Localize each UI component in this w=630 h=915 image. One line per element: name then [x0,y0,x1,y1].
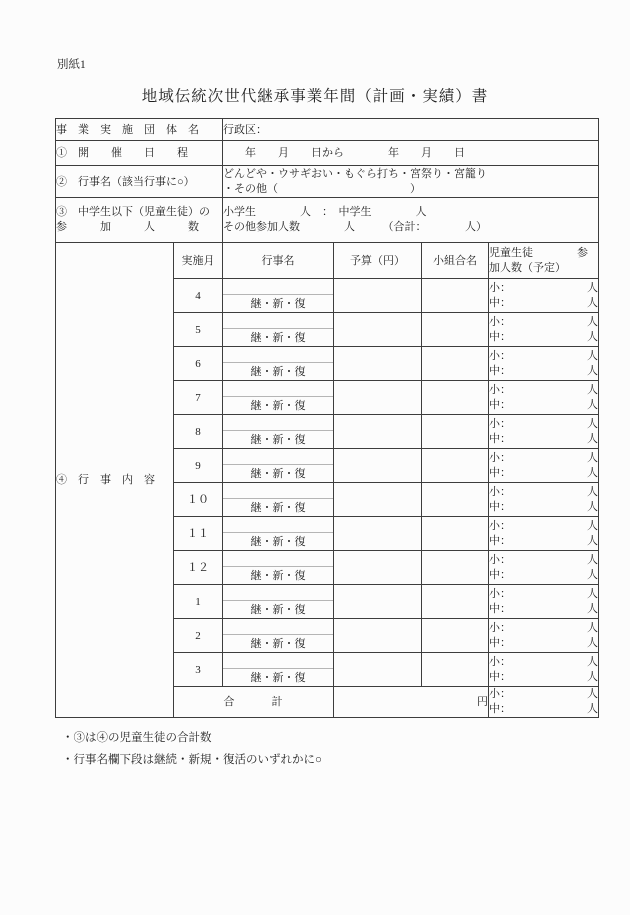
total-label: 合 計 [174,687,334,718]
elementary-label: 小： [489,451,511,464]
participants-field-line1: 小学生 人 ： 中学生 人 [223,206,427,218]
group-cell [422,551,489,585]
event-name-cell [223,619,334,653]
elementary-label: 小： [489,383,511,396]
month-cell: 4 [174,279,223,313]
month-cell: 7 [174,381,223,415]
group-cell [422,381,489,415]
budget-cell [334,279,422,313]
junior-high-label: 中： [489,330,511,343]
participants-cell [489,449,599,483]
form-table [55,118,599,718]
elementary-label: 小： [489,519,511,532]
group-cell [422,585,489,619]
event-name-cell [223,313,334,347]
status-options: 継・新・復 [223,362,333,380]
event-name-blank [223,551,333,566]
unit-label: 人 [587,703,598,715]
participants-field-line2: その他参加人数 人 （合計： 人） [223,221,487,233]
group-cell [422,653,489,687]
status-options: 継・新・復 [223,294,333,312]
event-name-cell [223,347,334,381]
elementary-label: 小： [489,688,511,700]
event-name-cell [223,585,334,619]
budget-cell [334,381,422,415]
event-options-line2: ・その他（ ） [223,182,421,195]
unit-label: 人 [587,670,598,683]
event-name-row [56,166,599,198]
month-cell: １２ [174,551,223,585]
unit-label: 人 [587,655,598,668]
unit-label: 人 [587,296,598,309]
unit-label: 人 [587,315,598,328]
month-cell: 5 [174,313,223,347]
event-name-cell [223,551,334,585]
org-name-label: 事 業 実 施 団 体 名 [56,119,223,141]
unit-label: 人 [587,398,598,411]
group-cell [422,347,489,381]
unit-label: 人 [587,364,598,377]
participants-cell [489,483,599,517]
unit-label: 人 [587,621,598,634]
event-name-blank [223,449,333,464]
group-cell [422,449,489,483]
budget-cell [334,313,422,347]
budget-cell [334,415,422,449]
header-event-name: 行事名 [223,243,334,279]
group-cell [422,313,489,347]
junior-high-label: 中： [489,534,511,547]
budget-cell [334,619,422,653]
budget-cell [334,551,422,585]
unit-label: 人 [587,383,598,396]
header-participants-line2: 加人数（予定） [489,261,566,274]
unit-label: 人 [587,553,598,566]
event-name-blank [223,517,333,532]
junior-high-label: 中： [489,398,511,411]
status-options: 継・新・復 [223,668,333,686]
header-group-name: 小組合名 [422,243,489,279]
attachment-label: 別紙1 [57,59,86,71]
header-month: 実施月 [174,243,223,279]
event-name-blank [223,347,333,362]
participants-cell [489,279,599,313]
group-cell [422,279,489,313]
junior-high-label: 中： [489,466,511,479]
currency-label: 円 [477,696,488,708]
footnotes [62,727,322,771]
total-participants-cell [489,687,599,718]
group-cell [422,483,489,517]
event-name-cell [223,517,334,551]
status-options: 継・新・復 [223,396,333,414]
status-options: 継・新・復 [223,566,333,584]
month-cell: 9 [174,449,223,483]
schedule-row [56,141,599,166]
junior-high-label: 中： [489,636,511,649]
budget-cell [334,483,422,517]
event-name-blank [223,653,333,668]
month-cell: 6 [174,347,223,381]
event-name-blank [223,313,333,328]
event-name-blank [223,279,333,294]
budget-cell [334,347,422,381]
status-options: 継・新・復 [223,328,333,346]
event-name-cell [223,415,334,449]
district-field: 行政区： [223,119,599,141]
participants-field [223,198,599,243]
elementary-label: 小： [489,417,511,430]
event-name-cell [223,449,334,483]
participants-cell [489,415,599,449]
unit-label: 人 [587,417,598,430]
participants-label-line2: 参 加 人 数 [56,221,199,233]
budget-cell [334,653,422,687]
status-options: 継・新・復 [223,464,333,482]
org-name-row [56,119,599,141]
unit-label: 人 [587,349,598,362]
event-name-cell [223,483,334,517]
event-name-blank [223,415,333,430]
month-cell: １０ [174,483,223,517]
unit-label: 人 [587,500,598,513]
participants-row [56,198,599,243]
participants-cell [489,551,599,585]
junior-high-label: 中： [489,670,511,683]
elementary-label: 小： [489,655,511,668]
event-name-cell [223,381,334,415]
budget-cell [334,517,422,551]
unit-label: 人 [587,568,598,581]
event-name-blank [223,381,333,396]
schedule-field: 年 月 日から 年 月 日 [223,141,599,166]
junior-high-label: 中： [489,703,511,715]
event-name-cell [223,653,334,687]
unit-label: 人 [587,534,598,547]
unit-label: 人 [587,281,598,294]
budget-cell [334,449,422,483]
status-options: 継・新・復 [223,532,333,550]
unit-label: 人 [587,466,598,479]
unit-label: 人 [587,636,598,649]
participants-cell [489,653,599,687]
unit-label: 人 [587,519,598,532]
event-options-line1: どんどや・ウサギおい・もぐら打ち・宮祭り・宮籠り [223,167,487,180]
month-cell: 8 [174,415,223,449]
total-budget-cell [334,687,489,718]
footnote-1: ・③は④の児童生徒の合計数 [62,732,212,744]
participants-label-line1: ③ 中学生以下（児童生徒）の [56,206,210,218]
participants-cell [489,347,599,381]
schedule-header-row [56,243,599,279]
group-cell [422,415,489,449]
month-cell: １１ [174,517,223,551]
elementary-label: 小： [489,281,511,294]
junior-high-label: 中： [489,364,511,377]
elementary-label: 小： [489,621,511,634]
elementary-label: 小： [489,315,511,328]
header-participants-line1: 児童生徒 参 [489,246,588,259]
status-options: 継・新・復 [223,634,333,652]
header-budget: 予算（円） [334,243,422,279]
junior-high-label: 中： [489,568,511,581]
event-options-field [223,166,599,198]
elementary-label: 小： [489,349,511,362]
junior-high-label: 中： [489,432,511,445]
elementary-label: 小： [489,485,511,498]
month-cell: 1 [174,585,223,619]
month-cell: 2 [174,619,223,653]
event-details-section-label: ④ 行 事 内 容 [56,243,174,718]
event-name-label: ② 行事名（該当行事に○） [56,166,223,198]
junior-high-label: 中： [489,296,511,309]
header-participants [489,243,599,279]
event-name-blank [223,483,333,498]
unit-label: 人 [587,330,598,343]
group-cell [422,619,489,653]
participants-cell [489,313,599,347]
status-options: 継・新・復 [223,430,333,448]
event-name-blank [223,585,333,600]
participants-cell [489,619,599,653]
page-title: 地域伝統次世代継承事業年間（計画・実績）書 [141,88,489,105]
participants-cell [489,381,599,415]
budget-cell [334,585,422,619]
event-name-blank [223,619,333,634]
participants-cell [489,585,599,619]
unit-label: 人 [587,485,598,498]
status-options: 継・新・復 [223,498,333,516]
footnote-2: ・行事名欄下段は継続・新規・復活のいずれかに○ [62,754,322,766]
unit-label: 人 [587,587,598,600]
event-name-cell [223,279,334,313]
unit-label: 人 [587,602,598,615]
status-options: 継・新・復 [223,600,333,618]
participants-label [56,198,223,243]
elementary-label: 小： [489,553,511,566]
junior-high-label: 中： [489,500,511,513]
unit-label: 人 [587,688,598,700]
participants-cell [489,517,599,551]
schedule-label: ① 開 催 日 程 [56,141,223,166]
unit-label: 人 [587,432,598,445]
group-cell [422,517,489,551]
month-cell: 3 [174,653,223,687]
junior-high-label: 中： [489,602,511,615]
elementary-label: 小： [489,587,511,600]
unit-label: 人 [587,451,598,464]
